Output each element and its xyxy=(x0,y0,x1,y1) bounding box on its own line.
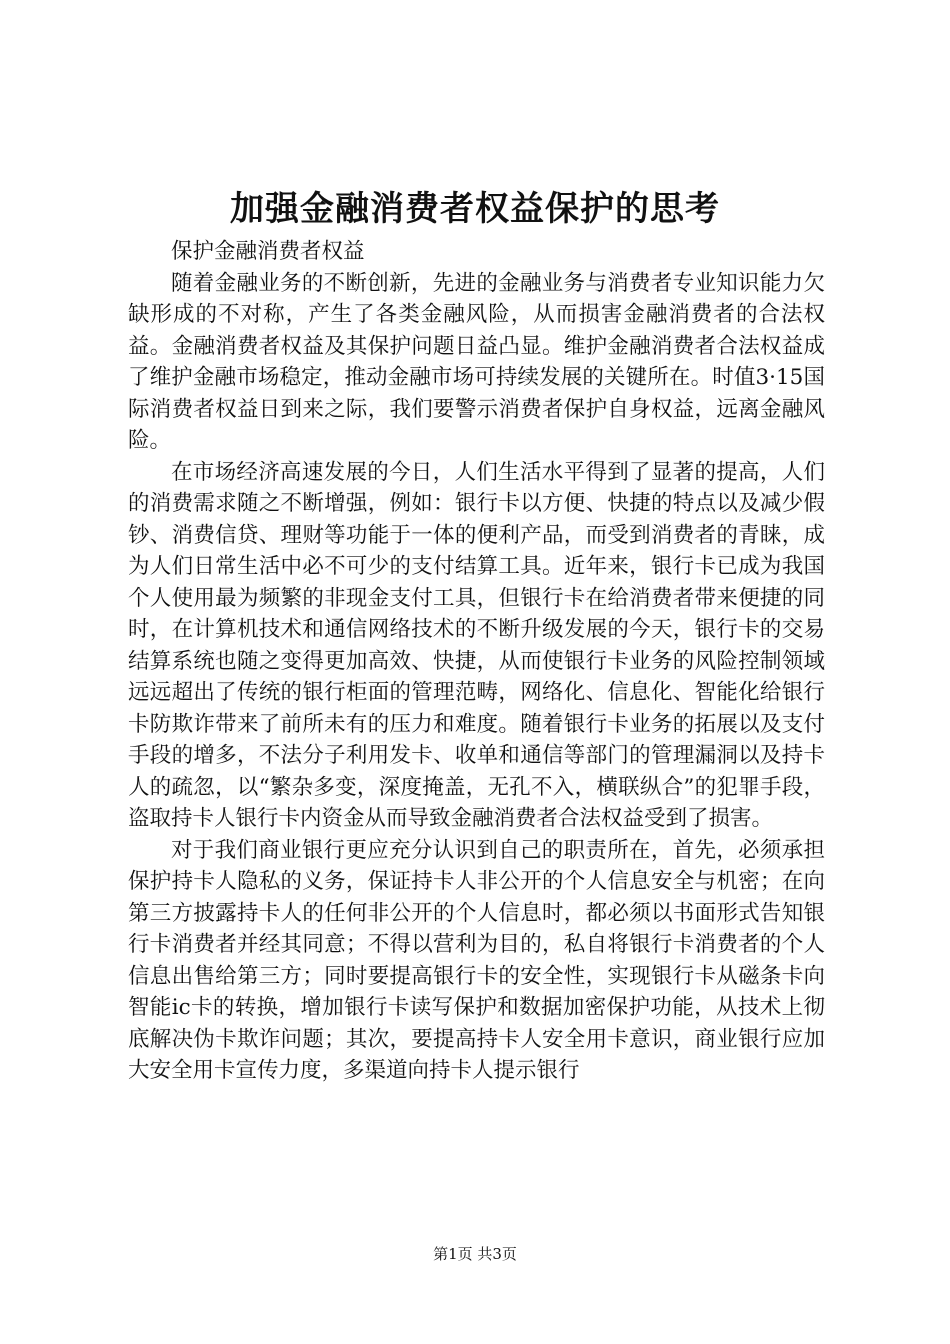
subtitle-paragraph: 保护金融消费者权益 xyxy=(171,239,365,264)
page-number-footer: 第1页 共3页 xyxy=(433,1245,517,1263)
page-title: 加强金融消费者权益保护的思考 xyxy=(230,189,720,229)
document-body xyxy=(128,236,825,1087)
body-paragraph-3: 对于我们商业银行更应充分认识到自己的职责所在，首先，必须承担保护持卡人隐私的义务，保证持卡人非公开的个人信息安全与机密；在向第三方披露持卡人的任何非公开的个人信息时，都必须以书面形式告知银行卡消费者并经其同意；不得以营利为目的，私自将银行卡消费者的个人信息出售给第三方；同时要提高银行卡的安全性，实现银行卡从磁条卡向智能ic卡的转换，增加银行卡读写保护和数据加密保护功能，从技术上彻底解决伪卡欺诈问题；其次，要提高持卡人安全用卡意识，商业银行应加大安全用卡宣传力度，多渠道向持卡人提示银行 xyxy=(128,837,825,1083)
body-paragraph-2: 在市场经济高速发展的今日，人们生活水平得到了显著的提高，人们的消费需求随之不断增强，例如：银行卡以方便、快捷的特点以及减少假钞、消费信贷、理财等功能于一体的便利产品，而受到消费者的青睐，成为人们日常生活中必不可少的支付结算工具。近年来，银行卡已成为我国个人使用最为频繁的非现金支付工具，但银行卡在给消费者带来便捷的同时，在计算机技术和通信网络技术的不断升级发展的今天，银行卡的交易结算系统也随之变得更加高效、快捷，从而使银行卡业务的风险控制领域远远超出了传统的银行柜面的管理范畴，网络化、信息化、智能化给银行卡防欺诈带来了前所未有的压力和难度。随着银行卡业务的拓展以及支付手段的增多，不法分子利用发卡、收单和通信等部门的管理漏洞以及持卡人的疏忽，以“繁杂多变，深度掩盖，无孔不入，横联纵合”的犯罪手段，盗取持卡人银行卡内资金从而导致金融消费者合法权益受到了损害。 xyxy=(128,459,825,831)
body-paragraph-1: 随着金融业务的不断创新，先进的金融业务与消费者专业知识能力欠缺形成的不对称，产生了各类金融风险，从而损害金融消费者的合法权益。金融消费者权益及其保护问题日益凸显。维护金融消费者合法权益成了维护金融市场稳定，推动金融市场可持续发展的关键所在。时值3·15国际消费者权益日到来之际，我们要警示消费者保护自身权益，远离金融风险。 xyxy=(128,270,825,453)
